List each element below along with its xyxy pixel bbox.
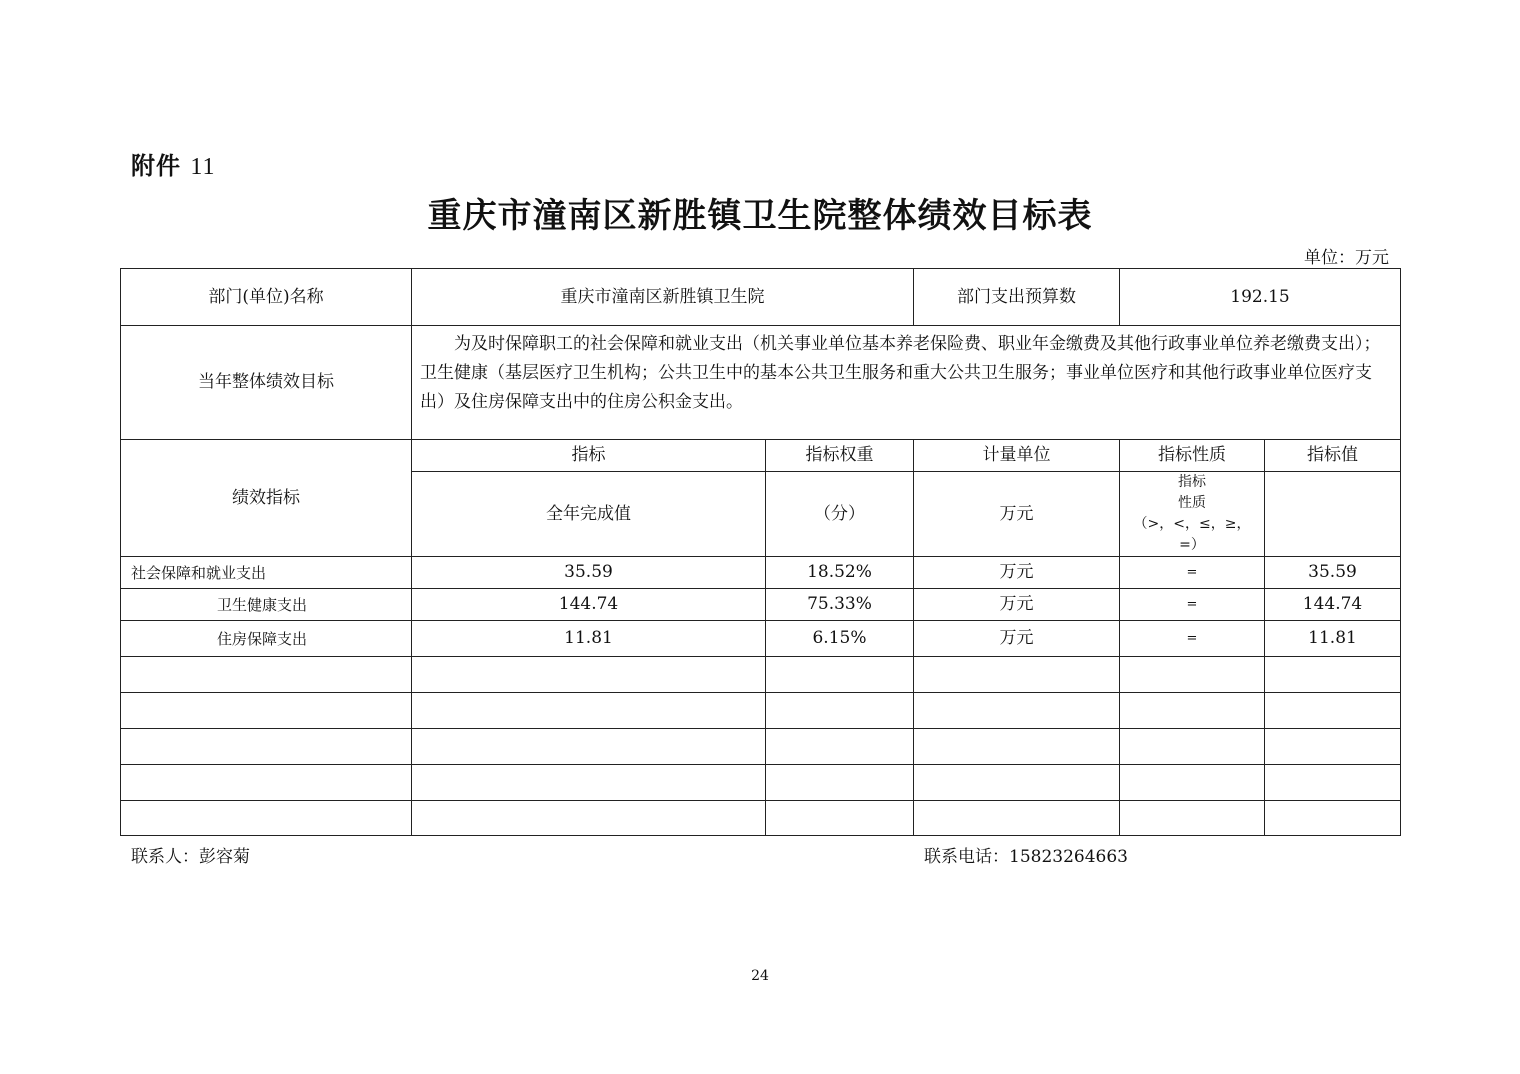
empty-row bbox=[121, 801, 1401, 836]
empty-cell bbox=[412, 657, 766, 693]
empty-cell bbox=[766, 657, 914, 693]
row-nature: = bbox=[1120, 589, 1265, 621]
row-name: 卫生健康支出 bbox=[121, 589, 412, 621]
empty-cell bbox=[914, 693, 1120, 729]
empty-cell bbox=[412, 765, 766, 801]
page-title: 重庆市潼南区新胜镇卫生院整体绩效目标表 bbox=[427, 196, 1093, 236]
empty-row bbox=[121, 657, 1401, 693]
subheader-value bbox=[1265, 472, 1401, 557]
empty-row bbox=[121, 729, 1401, 765]
empty-cell bbox=[766, 765, 914, 801]
row-unit: 万元 bbox=[914, 589, 1120, 621]
subheader-nature bbox=[1120, 472, 1265, 557]
row-weight: 18.52% bbox=[766, 557, 914, 589]
table-row bbox=[121, 589, 1401, 621]
row-unit: 万元 bbox=[914, 621, 1120, 657]
row-value: 11.81 bbox=[1265, 621, 1401, 657]
empty-cell bbox=[121, 801, 412, 836]
goal-row bbox=[121, 326, 1401, 440]
row-completion: 144.74 bbox=[412, 589, 766, 621]
table-row bbox=[121, 621, 1401, 657]
empty-cell bbox=[1120, 801, 1265, 836]
header-weight: 指标权重 bbox=[766, 440, 914, 472]
row-value: 35.59 bbox=[1265, 557, 1401, 589]
header-value: 指标值 bbox=[1265, 440, 1401, 472]
empty-cell bbox=[766, 729, 914, 765]
header-unit: 计量单位 bbox=[914, 440, 1120, 472]
row-nature: = bbox=[1120, 621, 1265, 657]
performance-table bbox=[120, 268, 1401, 836]
row-nature: = bbox=[1120, 557, 1265, 589]
subheader-unit: 万元 bbox=[914, 472, 1120, 557]
row-weight: 75.33% bbox=[766, 589, 914, 621]
empty-cell bbox=[914, 657, 1120, 693]
attachment-number: 11 bbox=[190, 154, 216, 180]
contact-phone: 联系电话：15823264663 bbox=[924, 847, 1128, 867]
row-value: 144.74 bbox=[1265, 589, 1401, 621]
empty-cell bbox=[1265, 801, 1401, 836]
empty-cell bbox=[412, 693, 766, 729]
row-completion: 11.81 bbox=[412, 621, 766, 657]
empty-cell bbox=[1120, 693, 1265, 729]
subheader-nature-line4: =） bbox=[1179, 537, 1205, 553]
budget-value: 192.15 bbox=[1120, 269, 1401, 326]
header-nature: 指标性质 bbox=[1120, 440, 1265, 472]
budget-label: 部门支出预算数 bbox=[914, 269, 1120, 326]
empty-cell bbox=[1120, 765, 1265, 801]
empty-cell bbox=[914, 765, 1120, 801]
subheader-indicator: 全年完成值 bbox=[412, 472, 766, 557]
row-name: 社会保障和就业支出 bbox=[121, 557, 412, 589]
empty-cell bbox=[412, 729, 766, 765]
empty-cell bbox=[1265, 765, 1401, 801]
indicator-header-row bbox=[121, 440, 1401, 472]
attachment-label bbox=[131, 146, 215, 181]
empty-cell bbox=[1265, 657, 1401, 693]
goal-label: 当年整体绩效目标 bbox=[121, 326, 412, 440]
table-row bbox=[121, 557, 1401, 589]
empty-cell bbox=[914, 729, 1120, 765]
empty-cell bbox=[121, 765, 412, 801]
empty-cell bbox=[766, 801, 914, 836]
empty-cell bbox=[121, 693, 412, 729]
unit-label: 单位：万元 bbox=[1304, 248, 1389, 268]
empty-cell bbox=[1265, 693, 1401, 729]
header-indicator: 指标 bbox=[412, 440, 766, 472]
row-weight: 6.15% bbox=[766, 621, 914, 657]
row-name: 住房保障支出 bbox=[121, 621, 412, 657]
contact-person: 联系人：彭容菊 bbox=[131, 847, 250, 867]
subheader-weight: （分） bbox=[766, 472, 914, 557]
dept-info-row bbox=[121, 269, 1401, 326]
empty-row bbox=[121, 693, 1401, 729]
empty-cell bbox=[412, 801, 766, 836]
empty-cell bbox=[766, 693, 914, 729]
empty-row bbox=[121, 765, 1401, 801]
empty-cell bbox=[1265, 729, 1401, 765]
page-number: 24 bbox=[751, 968, 769, 984]
row-unit: 万元 bbox=[914, 557, 1120, 589]
subheader-nature-line1: 指标 bbox=[1178, 474, 1206, 490]
subheader-nature-line3: （>，<，≤，≥， bbox=[1133, 516, 1251, 532]
empty-cell bbox=[121, 729, 412, 765]
goal-text: 为及时保障职工的社会保障和就业支出（机关事业单位基本养老保险费、职业年金缴费及其他行政事业单位养老缴费支出）；卫生健康（基层医疗卫生机构；公共卫生中的基本公共卫生服务和重大公共卫生服务；事业单位医疗和其他行政事业单位医疗支出）及住房保障支出中的住房公积金支出。 bbox=[412, 326, 1401, 440]
subheader-nature-line2: 性质 bbox=[1178, 495, 1206, 511]
row-completion: 35.59 bbox=[412, 557, 766, 589]
empty-cell bbox=[1120, 729, 1265, 765]
empty-cell bbox=[914, 801, 1120, 836]
dept-name-label: 部门(单位)名称 bbox=[121, 269, 412, 326]
indicator-section-label: 绩效指标 bbox=[121, 440, 412, 557]
empty-cell bbox=[121, 657, 412, 693]
dept-name-value: 重庆市潼南区新胜镇卫生院 bbox=[412, 269, 914, 326]
empty-cell bbox=[1120, 657, 1265, 693]
attachment-label-text: 附件 bbox=[131, 152, 181, 180]
